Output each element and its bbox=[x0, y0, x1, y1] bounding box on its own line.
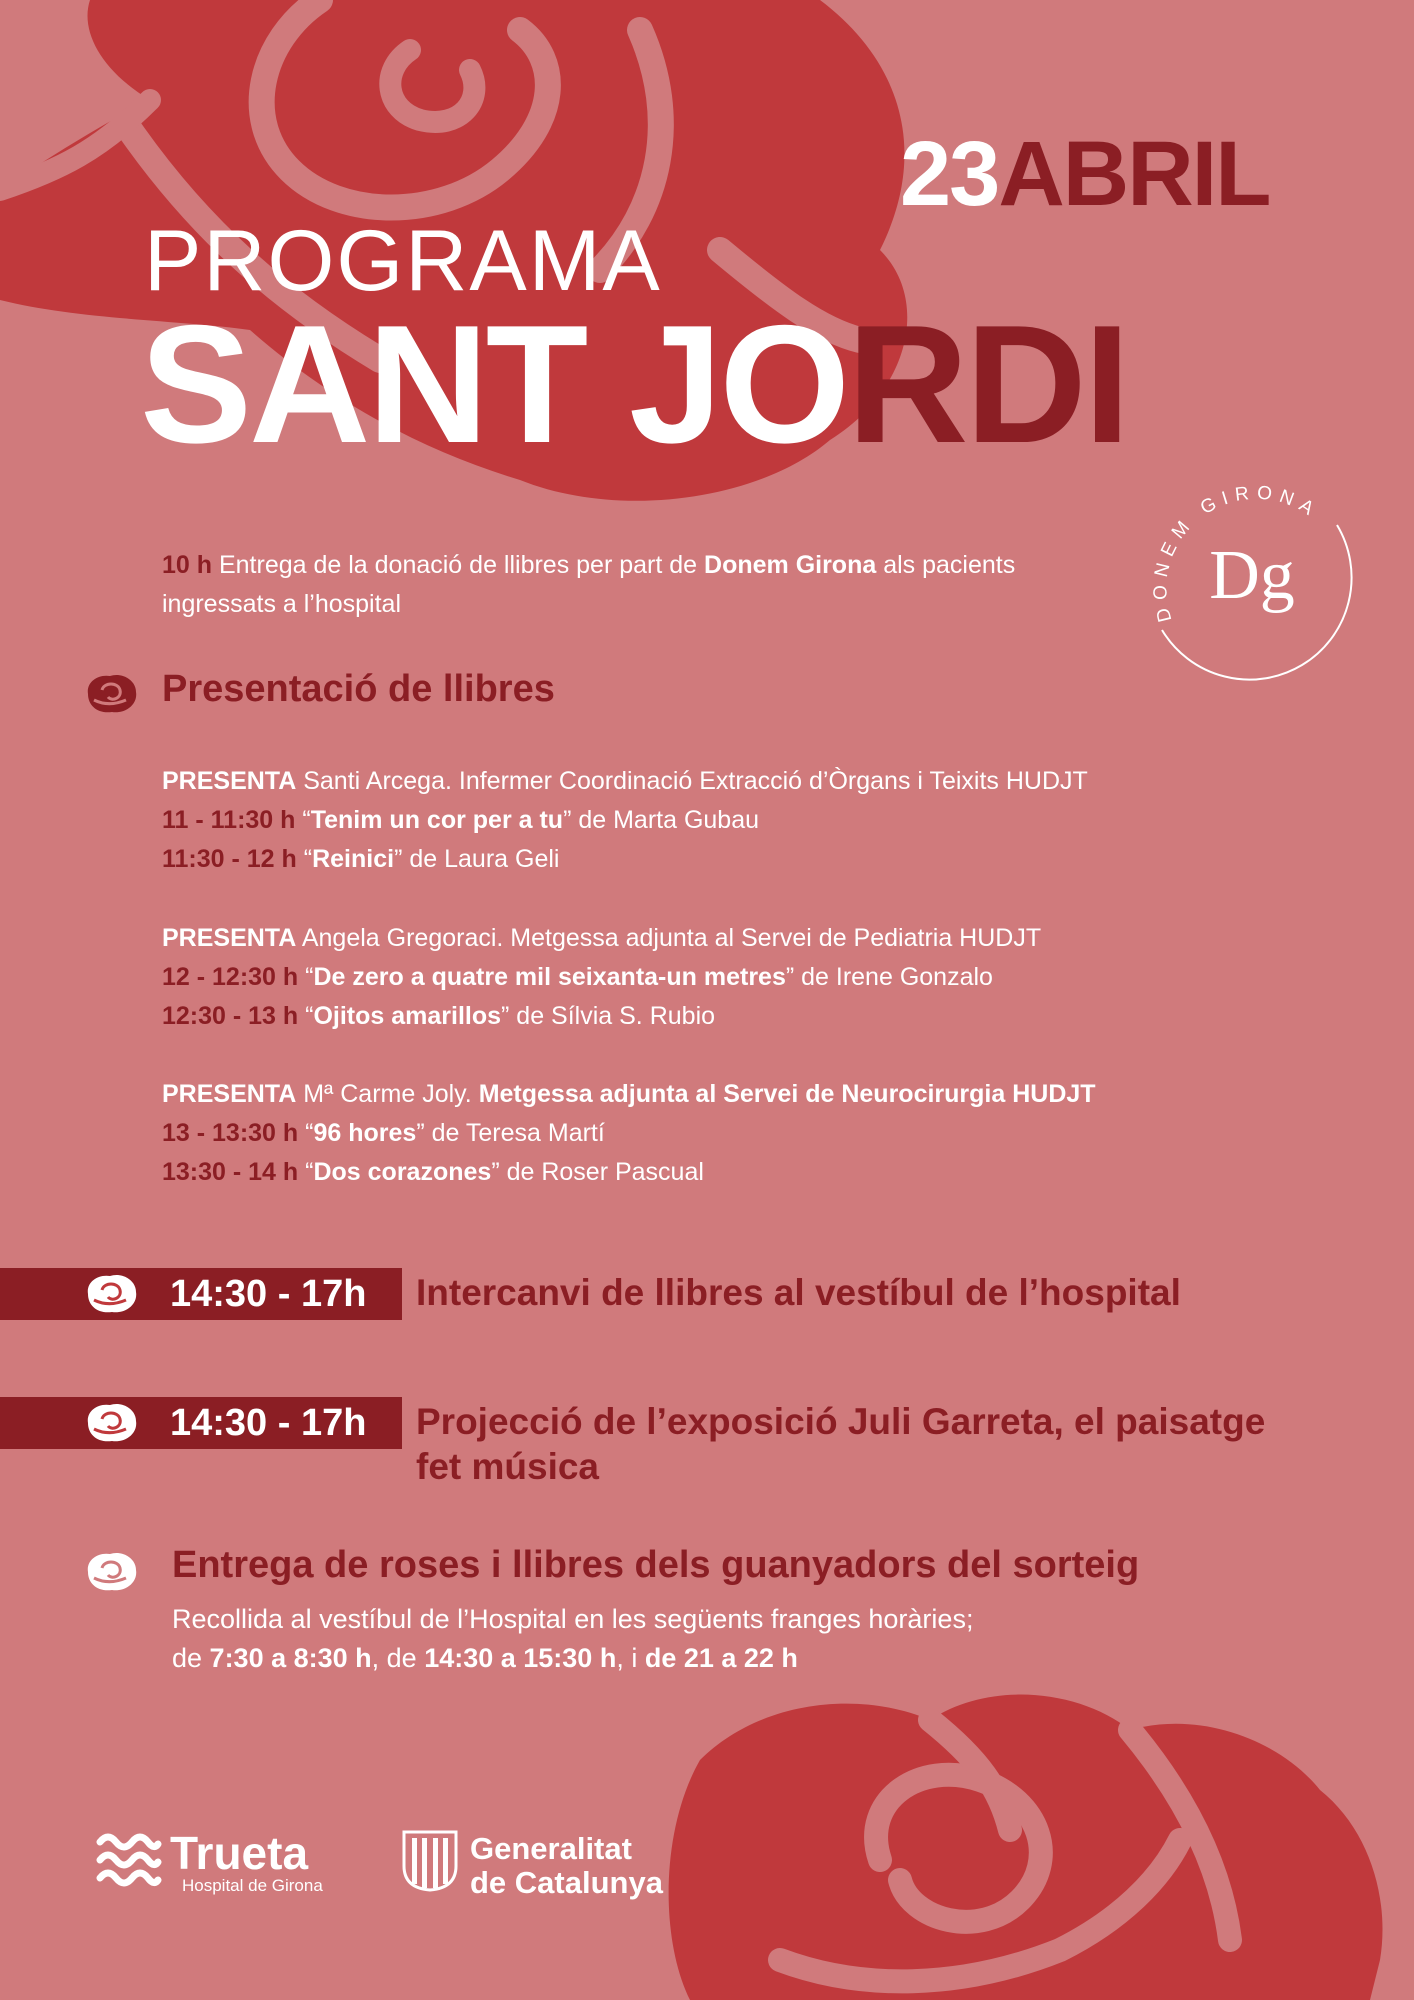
book-title: Reinici bbox=[312, 845, 395, 873]
list-item: 11 - 11:30 h “Tenim un cor per a tu” de Marta Gubau bbox=[162, 806, 760, 834]
book-author: de Teresa Martí bbox=[424, 1119, 605, 1147]
intro-line2: ingressats a l’hospital bbox=[162, 590, 402, 618]
item-time: 12:30 - 13 h bbox=[162, 1002, 299, 1030]
event-time: 14:30 - 17h bbox=[170, 1402, 367, 1444]
intro-org: Donem Girona bbox=[704, 551, 877, 579]
list-item: 12:30 - 13 h “Ojitos amarillos” de Sílvia S. Rubio bbox=[162, 1002, 716, 1030]
presenta-label: PRESENTA bbox=[162, 924, 297, 952]
book-author: de Roser Pascual bbox=[499, 1158, 704, 1186]
section-title-presentacio: Presentació de llibres bbox=[162, 668, 555, 710]
final-text: de bbox=[172, 1643, 210, 1673]
intro-text bbox=[162, 546, 1015, 624]
generalitat-line2: de Catalunya bbox=[470, 1865, 663, 1900]
final-text: , de bbox=[371, 1643, 425, 1673]
presenta-label: PRESENTA bbox=[162, 767, 297, 795]
time-range: 14:30 a 15:30 h bbox=[424, 1643, 617, 1673]
presentation-group-2 bbox=[162, 919, 1041, 1036]
event-description bbox=[416, 1270, 1181, 1315]
item-time: 13:30 - 14 h bbox=[162, 1158, 299, 1186]
book-title: Dos corazones bbox=[313, 1158, 492, 1186]
rose-icon bbox=[82, 1268, 142, 1316]
time-range: 7:30 a 8:30 h bbox=[209, 1643, 372, 1673]
donem-girona-badge bbox=[1132, 470, 1372, 710]
event-line1: Intercanvi de llibres al vestíbul de l’hospital bbox=[416, 1272, 1181, 1313]
presentation-group-3 bbox=[162, 1075, 1096, 1192]
programa-kicker: PROGRAMA bbox=[144, 213, 662, 309]
event-time: 14:30 - 17h bbox=[170, 1273, 367, 1315]
rose-icon bbox=[82, 1397, 142, 1445]
generalitat-name bbox=[470, 1832, 663, 1900]
item-time: 13 - 13:30 h bbox=[162, 1119, 299, 1147]
presenter-bold: Metgessa adjunta al Servei de Neurocirurgia HUDJT bbox=[478, 1080, 1096, 1108]
badge-ring-text: DONEM GIRONA bbox=[1150, 482, 1324, 625]
intro-time: 10 h bbox=[162, 551, 213, 579]
presenter: Santi Arcega. Infermer Coordinació Extracció d’Òrgans i Teixits HUDJT bbox=[296, 767, 1088, 795]
rose-icon bbox=[82, 670, 142, 716]
presenta-label: PRESENTA bbox=[162, 1080, 297, 1108]
book-title: Tenim un cor per a tu bbox=[310, 806, 564, 834]
book-author: de Laura Geli bbox=[402, 845, 560, 873]
date-day: 23 bbox=[900, 123, 999, 225]
list-item: 12 - 12:30 h “De zero a quatre mil seixanta-un metres” de Irene Gonzalo bbox=[162, 963, 993, 991]
presentation-group-1 bbox=[162, 762, 1088, 879]
book-author: de Marta Gubau bbox=[571, 806, 760, 834]
time-range: de 21 a 22 h bbox=[644, 1643, 798, 1673]
title-white-part: SANT JO bbox=[140, 290, 848, 478]
intro-text-a: Entrega de la donació de llibres per part de bbox=[212, 551, 705, 579]
rose-icon bbox=[82, 1546, 142, 1594]
item-time: 12 - 12:30 h bbox=[162, 963, 299, 991]
presenter: Mª Carme Joly. bbox=[296, 1080, 479, 1108]
trueta-mark-icon bbox=[96, 1828, 162, 1894]
title-dark-part: RDI bbox=[847, 290, 1128, 478]
event-description bbox=[416, 1399, 1265, 1489]
intro-text-b: als pacients bbox=[876, 551, 1016, 579]
event-line1: Projecció de l’exposició Juli Garreta, el paisatge bbox=[416, 1401, 1266, 1442]
final-subtitle bbox=[172, 1600, 973, 1678]
item-time: 11 - 11:30 h bbox=[162, 806, 296, 834]
event-line2: fet música bbox=[416, 1446, 600, 1487]
generalitat-line1: Generalitat bbox=[470, 1831, 632, 1866]
final-sub-line1: Recollida al vestíbul de l’Hospital en les següents franges horàries; bbox=[172, 1604, 974, 1634]
list-item: 13:30 - 14 h “Dos corazones” de Roser Pascual bbox=[162, 1158, 704, 1186]
book-title: 96 hores bbox=[313, 1119, 417, 1147]
date-month: ABRIL bbox=[998, 123, 1270, 225]
badge-monogram: Dg bbox=[1209, 537, 1295, 614]
presenter: Angela Gregoraci. Metgessa adjunta al Servei de Pediatria HUDJT bbox=[296, 924, 1042, 952]
event-date bbox=[900, 123, 1270, 225]
book-title: De zero a quatre mil seixanta-un metres bbox=[313, 963, 786, 991]
trueta-name: Trueta bbox=[170, 1827, 309, 1879]
list-item: 11:30 - 12 h “Reinici” de Laura Geli bbox=[162, 845, 560, 873]
book-title: Ojitos amarillos bbox=[313, 1002, 502, 1030]
trueta-subtitle: Hospital de Girona bbox=[182, 1876, 323, 1895]
page-title bbox=[140, 290, 1128, 478]
book-author: de Sílvia S. Rubio bbox=[509, 1002, 716, 1030]
final-text: , i bbox=[616, 1643, 645, 1673]
generalitat-shield-icon bbox=[402, 1830, 458, 1892]
item-time: 11:30 - 12 h bbox=[162, 845, 297, 873]
final-title: Entrega de roses i llibres dels guanyadors del sorteig bbox=[172, 1544, 1140, 1586]
list-item: 13 - 13:30 h “96 hores” de Teresa Martí bbox=[162, 1119, 605, 1147]
bottom-rose bbox=[669, 1695, 1383, 2000]
book-author: de Irene Gonzalo bbox=[794, 963, 993, 991]
